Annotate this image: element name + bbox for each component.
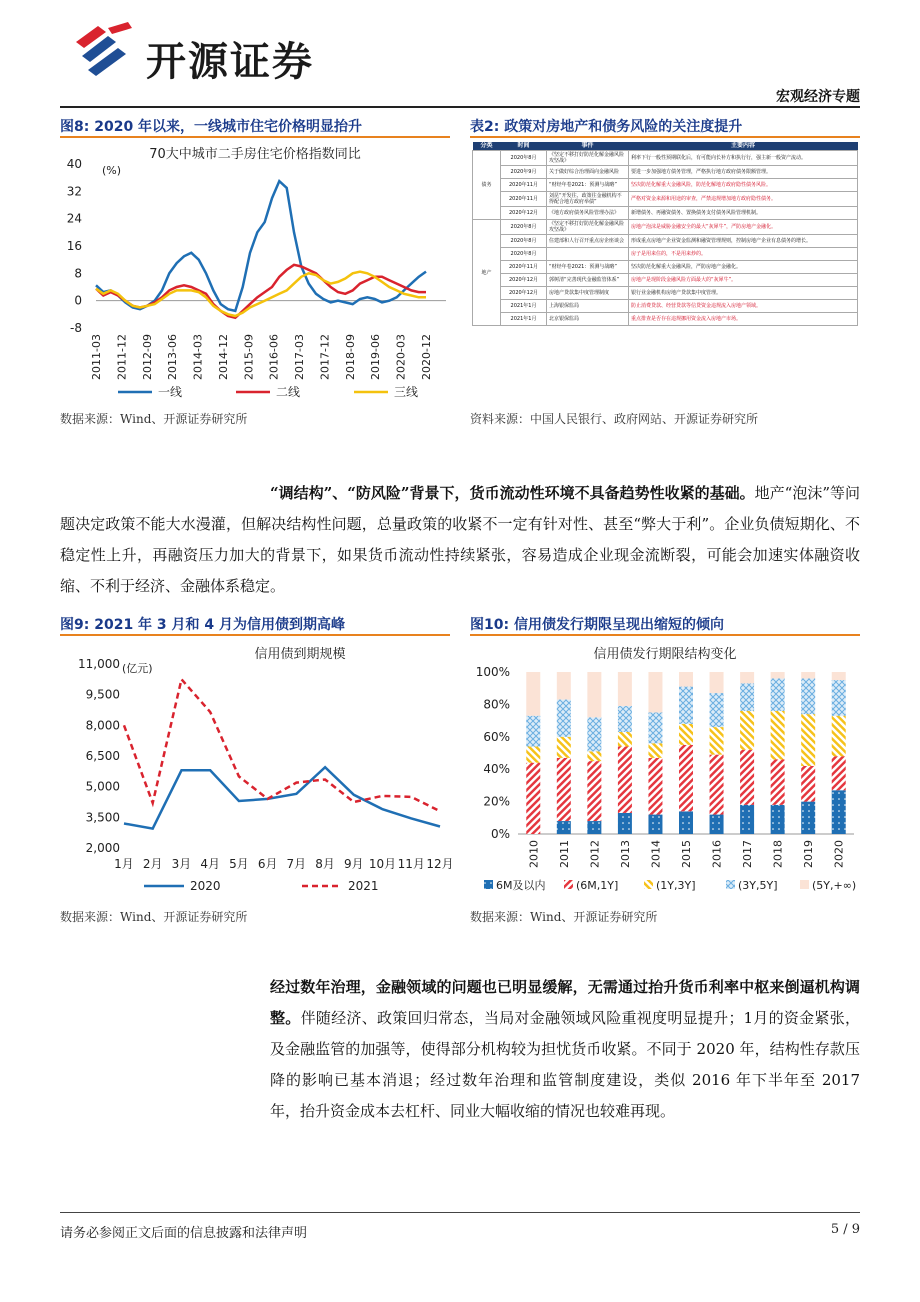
policy-table-row	[473, 313, 858, 326]
chart-housing-price-svg	[60, 142, 450, 404]
policy-content-cell: 房子是用来住的，不是用来炒的。	[629, 248, 858, 261]
policy-event-cell: 房地产贷款集中度管理制度	[547, 287, 629, 300]
y-tick-label: 16	[66, 239, 82, 253]
bar-segment	[587, 751, 601, 761]
fig10-title-rule	[470, 634, 860, 636]
brand-mark-icon	[68, 22, 138, 82]
policy-table-row	[473, 274, 858, 287]
y-tick-label: 5,000	[85, 779, 120, 794]
bar-segment	[648, 713, 662, 744]
bar-segment	[618, 672, 632, 706]
table2-source: 资料来源：中国人民银行、政府网站、开源证券研究所	[470, 412, 759, 426]
x-tick-label: 2018	[771, 840, 785, 868]
policy-content-cell: 银行业金融机构房地产贷款集中度管理。	[629, 287, 858, 300]
fig8-title-rule	[60, 136, 450, 138]
bar-segment	[740, 683, 754, 711]
bar-segment	[679, 724, 693, 745]
policy-content-cell: 坚决防范化解重大金融风险，防范化解地方政府隐性债务风险。	[629, 179, 858, 192]
footer-divider	[60, 1212, 860, 1213]
x-tick-label: 12月	[426, 857, 454, 871]
table2-title	[470, 116, 742, 136]
bar-segment	[587, 821, 601, 834]
col-header-event: 事件	[547, 142, 629, 151]
x-tick-label: 2019-06	[369, 334, 383, 380]
policy-event-cell: “财经年卷2021：预测与战略”	[547, 261, 629, 274]
legend-label: 6M及以内	[496, 879, 546, 892]
fig9-title-text: 2021 年 3 月和 4 月为信用债到期高峰	[94, 617, 346, 633]
policy-event-cell: 《坚定不移打好防范化解金融风险攻坚战》	[547, 151, 629, 166]
policy-table-header-row	[473, 142, 858, 151]
y-tick-label: 32	[66, 184, 82, 199]
fig8-title-text: 2020 年以来，一线城市住宅价格明显抬升	[94, 119, 363, 135]
policy-category-cell: 地产	[473, 220, 501, 326]
y-tick-label: 60%	[483, 729, 510, 744]
bar-segment	[648, 815, 662, 834]
x-tick-label: 10月	[368, 857, 397, 871]
x-tick-label: 2017-03	[293, 334, 307, 380]
legend-swatch	[800, 880, 809, 889]
legend-label-2020: 2020	[190, 879, 221, 893]
bar-segment	[832, 680, 846, 716]
fig10-source: 数据来源：Wind、开源证券研究所	[470, 910, 658, 924]
series-line-1	[96, 181, 426, 311]
policy-event-cell: 北京银保监局	[547, 313, 629, 326]
policy-table-row	[473, 220, 858, 235]
bar-segment	[526, 763, 540, 834]
legend-swatch	[644, 880, 653, 889]
bar-segment	[801, 766, 815, 802]
policy-event-cell: 住建部和人行召开重点房企座谈会	[547, 235, 629, 248]
legend-swatch	[726, 880, 735, 889]
x-tick-label: 2020-03	[394, 334, 408, 380]
header-divider	[60, 106, 860, 108]
x-tick-label: 4月	[200, 857, 221, 871]
bar-segment	[618, 747, 632, 813]
x-tick-label: 5月	[229, 857, 249, 871]
policy-event-cell	[547, 248, 629, 261]
x-tick-label: 2012-09	[140, 334, 154, 380]
x-tick-label: 6月	[257, 857, 278, 871]
page-number: 5 / 9	[830, 1222, 860, 1237]
policy-date-cell: 2020年11月	[501, 192, 547, 207]
bar-segment	[679, 687, 693, 724]
policy-content-cell: 新增债务、再融资债务、置换债务支付债务风险管理机制。	[629, 207, 858, 220]
x-tick-label: 2018-09	[343, 334, 357, 380]
policy-event-cell: 《坚定不移打好防范化解金融风险攻坚战》	[547, 220, 629, 235]
policy-content-cell: 房地产泡沫是威胁金融安全的最大“灰犀牛”，严防房地产金融化。	[629, 220, 858, 235]
bar-segment	[710, 693, 724, 727]
policy-table-row	[473, 179, 858, 192]
policy-category-cell: 债务	[473, 151, 501, 220]
col-header-date: 时间	[501, 142, 547, 151]
x-tick-label: 2019	[802, 840, 816, 868]
bar-segment	[679, 745, 693, 811]
bar-segment	[710, 672, 724, 693]
x-tick-label: 7月	[286, 857, 307, 871]
policy-table-row	[473, 166, 858, 179]
policy-table-wrap	[472, 142, 860, 404]
chart-credit-maturity	[60, 640, 454, 902]
bar-segment	[832, 790, 846, 834]
legend-label-2021: 2021	[348, 879, 379, 893]
fig9-title-rule	[60, 634, 450, 636]
y-tick-label: 2,000	[85, 841, 120, 855]
brand-logo	[68, 22, 368, 92]
bar-segment	[526, 716, 540, 747]
chart-title: 信用债到期规模	[254, 647, 346, 662]
bar-segment	[526, 672, 540, 716]
bar-segment	[740, 750, 754, 805]
policy-event-cell: 上海银保监局	[547, 300, 629, 313]
bar-segment	[801, 672, 815, 678]
bar-segment	[801, 802, 815, 834]
policy-table-row	[473, 300, 858, 313]
bar-segment	[740, 805, 754, 834]
fig8-title	[60, 116, 362, 136]
chart-credit-maturity-svg	[60, 640, 454, 902]
x-tick-label: 2011-12	[115, 334, 129, 380]
table2-title-rule	[470, 136, 860, 138]
fig8-label: 图8:	[60, 119, 90, 135]
policy-table-row	[473, 235, 858, 248]
bar-segment	[557, 672, 571, 700]
bar-segment	[648, 758, 662, 815]
bar-segment	[618, 732, 632, 747]
policy-table-row	[473, 151, 858, 166]
bar-segment	[557, 700, 571, 737]
policy-table-row	[473, 207, 858, 220]
fig10-label: 图10:	[470, 617, 510, 633]
bar-segment	[801, 714, 815, 766]
bar-segment	[832, 716, 846, 757]
chart-issue-term	[470, 640, 860, 902]
bar-segment	[710, 815, 724, 834]
x-tick-label: 3月	[171, 857, 192, 871]
policy-event-cell: 郭树清“完善现代金融监管体系”	[547, 274, 629, 287]
policy-table-row	[473, 248, 858, 261]
x-tick-label: 1月	[114, 857, 134, 871]
series-line-2020	[124, 767, 440, 828]
bar-segment	[587, 761, 601, 821]
policy-table-row	[473, 287, 858, 300]
x-tick-label: 2010	[527, 840, 541, 868]
y-tick-label: 40	[66, 157, 82, 171]
legend-label-1: 一线	[158, 385, 183, 399]
policy-date-cell: 2020年12月	[501, 207, 547, 220]
bar-segment	[557, 821, 571, 834]
bar-segment	[832, 756, 846, 790]
y-tick-label: 8,000	[85, 718, 120, 733]
x-tick-label: 2016-06	[267, 334, 281, 380]
policy-date-cell: 2020年8月	[501, 248, 547, 261]
bar-segment	[832, 672, 846, 680]
paragraph-liquidity	[60, 478, 860, 602]
policy-content-cell: 要进一步加强地方债务管理，严格执行地方政府债务限额管理。	[629, 166, 858, 179]
bar-segment	[587, 717, 601, 751]
policy-event-cell: “财经年卷2021：预测与战略”	[547, 179, 629, 192]
policy-event-cell: 《地方政府债务风险管理办法》	[547, 207, 629, 220]
bar-segment	[587, 672, 601, 717]
policy-event-cell: 关于做好综合治理面向金融风险	[547, 166, 629, 179]
y-tick-label: 3,500	[85, 810, 120, 825]
x-tick-label: 2017	[741, 840, 755, 868]
x-tick-label: 2013-06	[166, 334, 180, 380]
bar-segment	[771, 678, 785, 710]
bar-segment	[679, 811, 693, 834]
bar-segment	[618, 813, 632, 834]
legend-label: (6M,1Y]	[576, 879, 619, 892]
policy-content-cell: 利率下行一般性预期联化后，有可能向长补方和执行行，强主新一般资产流动。	[629, 151, 858, 166]
x-tick-label: 2014-12	[216, 334, 230, 380]
legend-label: (1Y,3Y]	[656, 879, 696, 892]
policy-date-cell: 2020年12月	[501, 274, 547, 287]
y-tick-label: 80%	[483, 697, 510, 712]
policy-date-cell: 2020年11月	[501, 179, 547, 192]
col-header-category: 分类	[473, 142, 501, 151]
paragraph-financial	[270, 972, 860, 1127]
x-tick-label: 2016	[710, 840, 724, 868]
y-unit-label: (亿元)	[122, 662, 153, 675]
series-line-2	[96, 265, 426, 318]
y-tick-label: 8	[74, 266, 82, 281]
x-tick-label: 9月	[343, 857, 364, 871]
policy-table-row	[473, 192, 858, 207]
y-tick-label: 0%	[490, 827, 510, 841]
chart-issue-term-svg	[470, 640, 860, 902]
x-tick-label: 2014-03	[191, 334, 205, 380]
y-tick-label: 20%	[483, 794, 510, 809]
policy-content-cell: 坚决防范化解重大金融风险，严防房地产金融化。	[629, 261, 858, 274]
bar-segment	[679, 672, 693, 687]
chart-title: 70大中城市二手房住宅价格指数同比	[149, 147, 361, 162]
bar-segment	[557, 758, 571, 821]
y-tick-label: -8	[70, 321, 82, 335]
x-tick-label: 2020-12	[420, 334, 433, 380]
fig9-label: 图9:	[60, 617, 90, 633]
x-tick-label: 2015-09	[242, 334, 256, 380]
policy-content-cell: 重点排查是否存在违规挪用资金流入房地产市场。	[629, 313, 858, 326]
policy-date-cell: 2020年9月	[501, 166, 547, 179]
y-unit-label: (%)	[102, 164, 122, 177]
fig9-source: 数据来源：Wind、开源证券研究所	[60, 910, 248, 924]
bar-segment	[557, 737, 571, 758]
fig8-source: 数据来源：Wind、开源证券研究所	[60, 412, 248, 426]
chart-housing-price	[60, 142, 450, 404]
bar-segment	[648, 743, 662, 758]
policy-content-cell: 防止消费贷款、经营贷款等信贷资金违规流入房地产领域。	[629, 300, 858, 313]
bar-segment	[771, 711, 785, 760]
legend-swatch	[564, 880, 573, 889]
table2-label: 表2:	[470, 119, 500, 135]
policy-date-cell: 2020年12月	[501, 287, 547, 300]
bar-segment	[710, 755, 724, 815]
policy-date-cell: 2020年8月	[501, 220, 547, 235]
legend-label-2: 二线	[276, 385, 301, 399]
fig10-title	[470, 614, 724, 634]
x-tick-label: 2014	[649, 840, 663, 868]
policy-date-cell: 2020年8月	[501, 151, 547, 166]
report-topic: 宏观经济专题	[776, 89, 860, 105]
bar-segment	[710, 727, 724, 755]
x-tick-label: 2017-12	[318, 334, 332, 380]
legend-label-3: 三线	[394, 385, 419, 399]
x-tick-label: 2012	[588, 840, 602, 868]
legend-swatch	[484, 880, 493, 889]
x-tick-label: 2011-03	[90, 334, 103, 380]
bar-segment	[771, 759, 785, 804]
bar-segment	[648, 672, 662, 713]
legend-label: (3Y,5Y]	[738, 879, 778, 892]
y-tick-label: 0	[74, 293, 82, 308]
table2-title-text: 政策对房地产和债务风险的关注度提升	[504, 119, 743, 135]
bar-segment	[740, 711, 754, 750]
fig10-title-text: 信用债发行期限呈现出缩短的倾向	[513, 617, 724, 633]
x-tick-label: 2013	[618, 840, 632, 868]
policy-content-cell: 房地产是现阶段金融风险方面最大的“灰犀牛”。	[629, 274, 858, 287]
policy-table-row	[473, 261, 858, 274]
brand-name: 开源证券	[146, 39, 314, 85]
bar-segment	[740, 672, 754, 683]
col-header-content: 主要内容	[629, 142, 858, 151]
y-tick-label: 24	[66, 211, 82, 226]
legend-label: (5Y,+∞)	[812, 879, 857, 892]
policy-date-cell: 2021年1月	[501, 313, 547, 326]
bar-segment	[526, 747, 540, 763]
x-tick-label: 2015	[680, 840, 693, 868]
x-tick-label: 2011	[557, 840, 571, 868]
x-tick-label: 8月	[315, 857, 335, 871]
y-tick-label: 6,500	[85, 749, 120, 763]
bar-segment	[771, 672, 785, 678]
fig9-title	[60, 614, 345, 634]
footer-disclaimer: 请务必参阅正文后面的信息披露和法律声明	[60, 1226, 308, 1241]
paragraph-financial-lead: 经过数年治理，金融领域的问题也已明显缓解，无需通过抬升货币利率中枢来倒逼机构调整。	[270, 978, 860, 1027]
chart-title: 信用债发行期限结构变化	[593, 647, 737, 662]
y-tick-label: 11,000	[78, 657, 120, 671]
bar-segment	[801, 678, 815, 714]
paragraph-financial-body: 伴随经济、政策回归常态，当局对金融领域风险重视度明显提升；1月的资金紧张，及金融监管的加强等，使得部分机构较为担忧货币收紧。不同于 2020 年，结构性存款压降的影响已基本消退；经过数年治理和监管制度建设，类似 2016 年下半年至 2017 年，抬升资金成本去杠杆、同业大幅收缩的情况也较难再现。	[270, 1009, 860, 1120]
policy-event-cell: 刘昆“开发往、政策往金融机构不得配合地方政府举债”	[547, 192, 629, 207]
policy-table	[472, 142, 858, 326]
bar-segment	[618, 706, 632, 732]
x-tick-label: 2020	[832, 840, 846, 868]
y-tick-label: 9,500	[85, 687, 120, 702]
policy-date-cell: 2021年1月	[501, 300, 547, 313]
x-tick-label: 2月	[142, 857, 163, 871]
policy-date-cell: 2020年8月	[501, 235, 547, 248]
bar-segment	[771, 805, 785, 834]
x-tick-label: 11月	[397, 857, 425, 871]
paragraph-liquidity-body: 地产“泡沫”等问题决定政策不能大水漫灌，但解决结构性问题，总量政策的收紧不一定有针对性、甚至“弊大于利”。企业负债短期化、不稳定性上升，再融资压力加大的背景下，如果货币流动性持续紧张，容易造成企业现金流断裂，可能会加速实体融资收缩、不利于经济、金融体系稳定。	[60, 484, 861, 595]
policy-date-cell: 2020年11月	[501, 261, 547, 274]
y-tick-label: 40%	[483, 762, 510, 777]
paragraph-liquidity-lead: “调结构”、“防风险”背景下，货币流动性环境不具备趋势性收紧的基础。	[270, 484, 755, 502]
policy-content-cell: 严格对资金来源和用途的审查，严禁违规增加地方政府隐性债务。	[629, 192, 858, 207]
policy-content-cell: 形成重点房地产企业资金监测和融资管理规则，控制房地产企业有息债务的增长。	[629, 235, 858, 248]
y-tick-label: 100%	[475, 665, 510, 679]
